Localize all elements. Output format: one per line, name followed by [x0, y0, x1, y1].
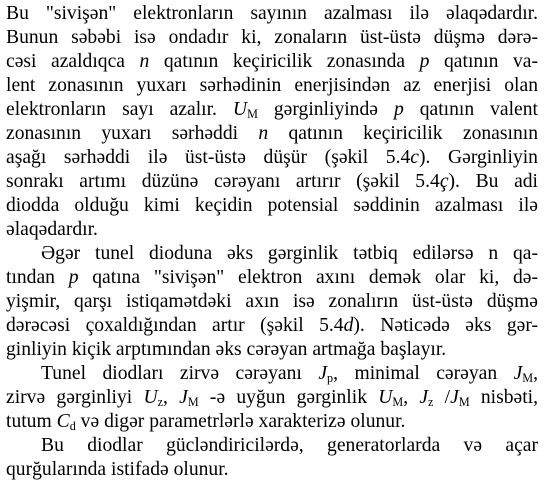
text-line: Bunun səbəbi isə ondadır ki, zonaların üst-üstə düşmə dərə-	[6, 27, 538, 48]
text-line: Bu diodlar gücləndiricilərdə, generatorlarda və açar	[41, 435, 538, 456]
text-line: yişmir, qarşı istiqamətdəki axın isə zonalırın üst-üstə düşmə	[6, 291, 538, 312]
text-line: zonasının yuxarı sərhəddi n qatının keçiricilik zonasının	[6, 123, 538, 144]
text-line: sonrakı artımı düzünə cərəyanı artırır (şəkil 5.4ç). Bu adi	[6, 171, 538, 192]
text-line: elektronların sayı azalır. $U_M$ gərginliyində p qatının valent	[6, 99, 538, 122]
text-line: tutum $C_d$ və digər parametrlərlə xarakterizə olunur.	[6, 411, 406, 434]
text-line: Tunel diodları zirvə cərəyanı $J_p$, minimal cərəyan $J_M$,	[41, 363, 538, 386]
text-line: Bu "sivişən" elektronların sayının azalması ilə əlaqədardır.	[6, 3, 538, 24]
text-line: lent zonasının yuxarı sərhədinin enerjisindən az enerjisi olan	[6, 75, 538, 96]
text-line: zirvə gərginliyi $U_z$, $J_M$ -ə uyğun gərginlik $U_M$, $J_z$ $/J_M$ nisbəti,	[6, 387, 538, 410]
text-line: dərəcəsi çoxaldığından artır (şəkil 5.4d). Nəticədə əks gər-	[6, 315, 538, 336]
text-line: diodda olduğu kimi keçidin potensial səddinin azalması ilə	[6, 195, 538, 216]
text-line: cəsi azaldıqca n qatının keçiricilik zonasında p qatının va-	[6, 51, 538, 72]
text-line: tından p qatına "sivişən" elektron axını demək olar ki, də-	[6, 267, 538, 288]
text-line: əlaqədardır.	[6, 219, 98, 240]
text-line: qurğularında istifadə olunur.	[6, 459, 229, 480]
text-line: ginliyin kiçik arptımından əks cərəyan artmağa başlayır.	[6, 339, 447, 360]
text-line: Əgər tunel dioduna əks gərginlik tətbiq edilərsə n qa-	[41, 243, 538, 264]
text-line: aşağı sərhəddi ilə üst-üstə düşür (şəkil 5.4c). Gərginliyin	[6, 147, 538, 168]
